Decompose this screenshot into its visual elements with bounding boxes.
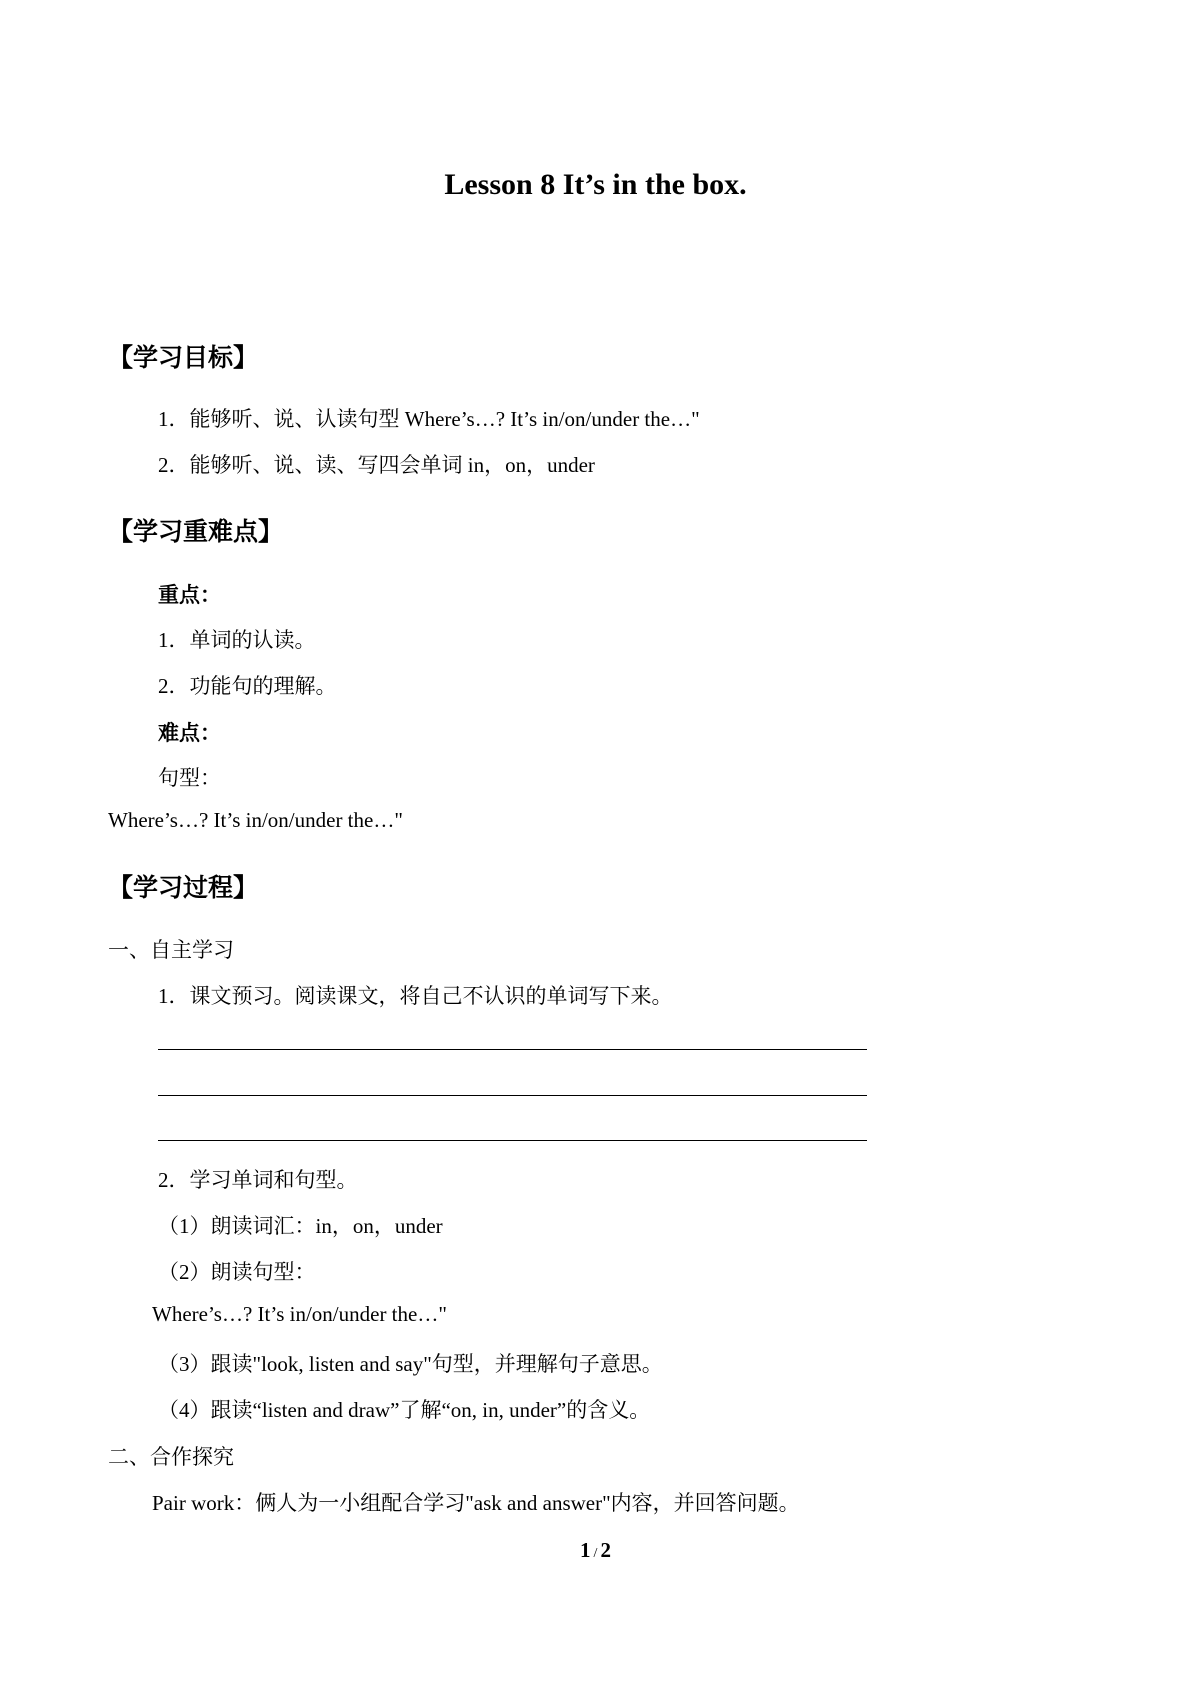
key-item-2: 2．功能句的理解。 (158, 674, 337, 698)
difficult-label: 难点： (158, 721, 221, 745)
objective-item-1: 1．能够听、说、认读句型 Where’s…? It’s in/on/under the…" (158, 407, 700, 431)
objective-item-2: 2．能够听、说、读、写四会单词 in，on，under (158, 453, 595, 477)
part1-sub-2: （2）朗读句型： (158, 1260, 316, 1284)
pattern-label: 句型： (158, 766, 221, 790)
pattern-sentence: Where’s…? It’s in/on/under the…" (108, 808, 403, 832)
part2-label: 二、合作探究 (108, 1445, 234, 1469)
part1-sub-3: （3）跟读"look, listen and say"句型，并理解句子意思。 (158, 1352, 663, 1376)
page-title: Lesson 8 It’s in the box. (444, 168, 747, 201)
page-current: 1 (580, 1538, 591, 1562)
answer-blank-line-1[interactable] (158, 1049, 867, 1050)
part1-item-1: 1．课文预习。阅读课文，将自己不认识的单词写下来。 (158, 984, 673, 1008)
part1-sub-2-pattern: Where’s…? It’s in/on/under the…" (152, 1302, 447, 1326)
part1-sub-4: （4）跟读“listen and draw”了解“on, in, under”的含义。 (158, 1398, 651, 1422)
page-total: 2 (600, 1538, 611, 1562)
answer-blank-line-3[interactable] (158, 1140, 867, 1141)
part1-sub-1: （1）朗读词汇：in，on，under (158, 1214, 443, 1238)
key-item-1: 1．单词的认读。 (158, 628, 316, 652)
section-heading-key-points: 【学习重难点】 (108, 519, 284, 546)
answer-blank-line-2[interactable] (158, 1095, 867, 1096)
page-separator: / (593, 1546, 598, 1561)
part1-item-2: 2．学习单词和句型。 (158, 1168, 358, 1192)
part2-text: Pair work：俩人为一小组配合学习"ask and answer"内容，并回答问题。 (152, 1491, 800, 1515)
page-number (0, 1538, 1191, 1563)
part1-label: 一、自主学习 (108, 938, 234, 962)
key-label: 重点： (158, 583, 221, 607)
section-heading-process: 【学习过程】 (108, 875, 259, 902)
section-heading-objectives: 【学习目标】 (108, 345, 259, 372)
